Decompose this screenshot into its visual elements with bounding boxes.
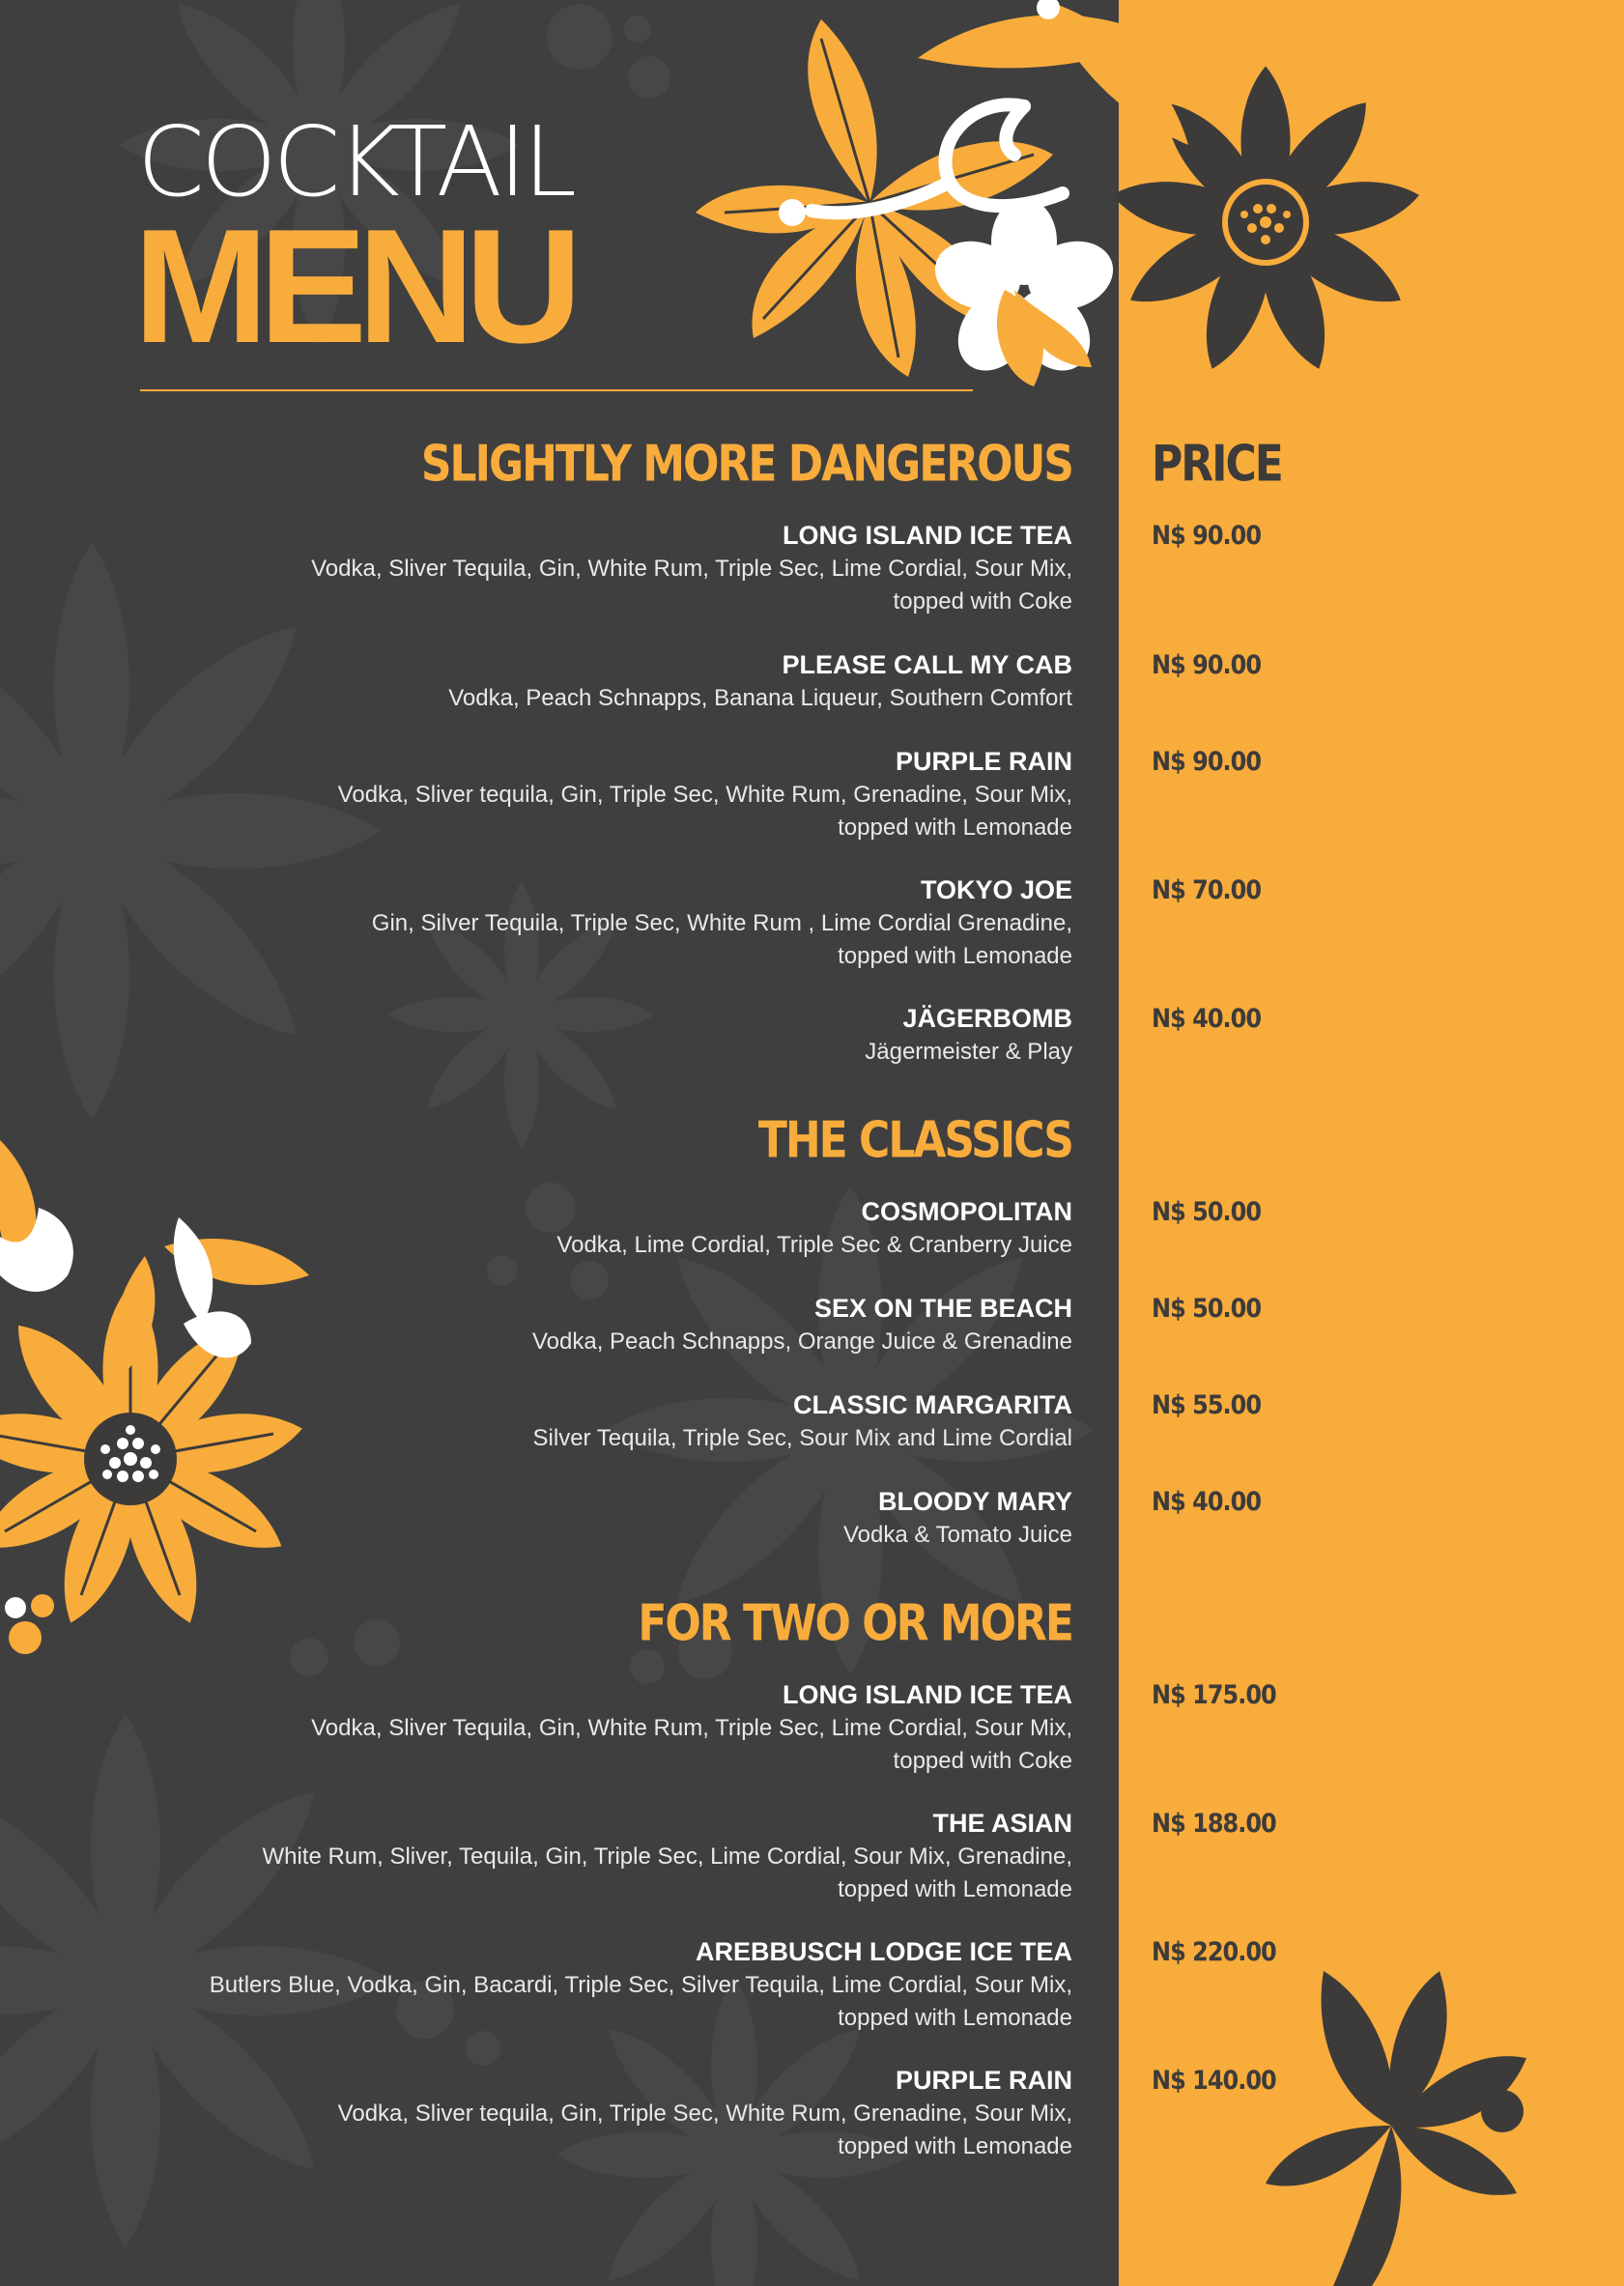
item-price: N$ 55.00 [1152,1389,1262,1420]
item-description: topped with Lemonade [838,814,1072,841]
menu-item [106,518,1072,618]
item-description: Vodka, Peach Schnapps, Orange Juice & Grenadine [531,1329,1072,1355]
menu-item [106,1001,1072,1069]
item-name: JÄGERBOMB [902,1004,1072,1033]
item-name: BLOODY MARY [877,1487,1072,1516]
item-name: SEX ON THE BEACH [813,1294,1072,1323]
item-name: PURPLE RAIN [895,747,1072,776]
item-price: N$ 220.00 [1152,1936,1276,1967]
section-title: FOR TWO OR MORE [638,1594,1072,1653]
item-price: N$ 50.00 [1152,1196,1262,1227]
item-description: topped with Coke [893,1748,1072,1774]
menu-item [106,872,1072,973]
menu-item [106,1194,1072,1262]
item-description: Gin, Silver Tequila, Triple Sec, White Rum , Lime Cordial Grenadine, [371,910,1072,936]
item-description: Vodka & Tomato Juice [842,1522,1072,1548]
menu-item [106,744,1072,844]
item-description: Butlers Blue, Vodka, Gin, Bacardi, Triple Sec, Silver Tequila, Lime Cordial, Sour Mix, [209,1972,1072,1998]
item-name: LONG ISLAND ICE TEA [782,1680,1072,1709]
menu-item [106,1677,1072,1778]
item-price: N$ 188.00 [1152,1808,1276,1839]
item-price: N$ 90.00 [1152,746,1262,777]
item-description: White Rum, Sliver, Tequila, Gin, Triple Sec, Lime Cordial, Sour Mix, Grenadine, [262,1843,1072,1870]
price-column-header: PRICE [1152,435,1282,494]
menu-item [106,2063,1072,2163]
item-description: Vodka, Sliver tequila, Gin, Triple Sec, White Rum, Grenadine, Sour Mix, [337,782,1072,808]
title-menu: MENU [133,195,573,377]
item-price: N$ 90.00 [1152,520,1262,551]
item-description: Silver Tequila, Triple Sec, Sour Mix and Lime Cordial [532,1425,1072,1451]
item-description: topped with Lemonade [838,2005,1072,2031]
menu-item [106,1484,1072,1552]
item-description: Vodka, Sliver Tequila, Gin, White Rum, Triple Sec, Lime Cordial, Sour Mix, [311,1715,1072,1741]
menu-item [106,1806,1072,1906]
menu-item [106,1291,1072,1358]
menu-item [106,1934,1072,2035]
item-name: TOKYO JOE [920,875,1072,904]
item-description: Vodka, Lime Cordial, Triple Sec & Cranberry Juice [556,1232,1072,1258]
menu-item [106,1387,1072,1455]
item-description: topped with Coke [893,588,1072,614]
item-price: N$ 40.00 [1152,1486,1262,1517]
item-name: THE ASIAN [932,1809,1072,1838]
item-name: COSMOPOLITAN [861,1197,1072,1226]
item-price: N$ 50.00 [1152,1293,1262,1324]
item-name: CLASSIC MARGARITA [793,1390,1072,1419]
item-name: PLEASE CALL MY CAB [782,650,1072,679]
item-name: PURPLE RAIN [895,2066,1072,2095]
menu-item [106,647,1072,715]
section-title: SLIGHTLY MORE DANGEROUS [420,435,1072,494]
item-description: topped with Lemonade [838,943,1072,969]
item-price: N$ 175.00 [1152,1679,1276,1710]
item-description: Vodka, Sliver Tequila, Gin, White Rum, Triple Sec, Lime Cordial, Sour Mix, [311,556,1072,582]
item-description: topped with Lemonade [838,2133,1072,2159]
item-description: Jägermeister & Play [865,1039,1072,1065]
item-price: N$ 90.00 [1152,649,1262,680]
item-name: LONG ISLAND ICE TEA [782,521,1072,550]
item-price: N$ 40.00 [1152,1003,1262,1034]
title-cocktail: COCKTAIL [137,105,574,218]
item-name: AREBBUSCH LODGE ICE TEA [695,1937,1072,1966]
item-description: Vodka, Sliver tequila, Gin, Triple Sec, White Rum, Grenadine, Sour Mix, [337,2100,1072,2127]
item-description: topped with Lemonade [838,1876,1072,1902]
section-title: THE CLASSICS [757,1111,1072,1170]
item-price: N$ 70.00 [1152,874,1262,905]
item-price: N$ 140.00 [1152,2065,1276,2096]
item-description: Vodka, Peach Schnapps, Banana Liqueur, Southern Comfort [448,685,1072,711]
title-divider [140,389,973,391]
